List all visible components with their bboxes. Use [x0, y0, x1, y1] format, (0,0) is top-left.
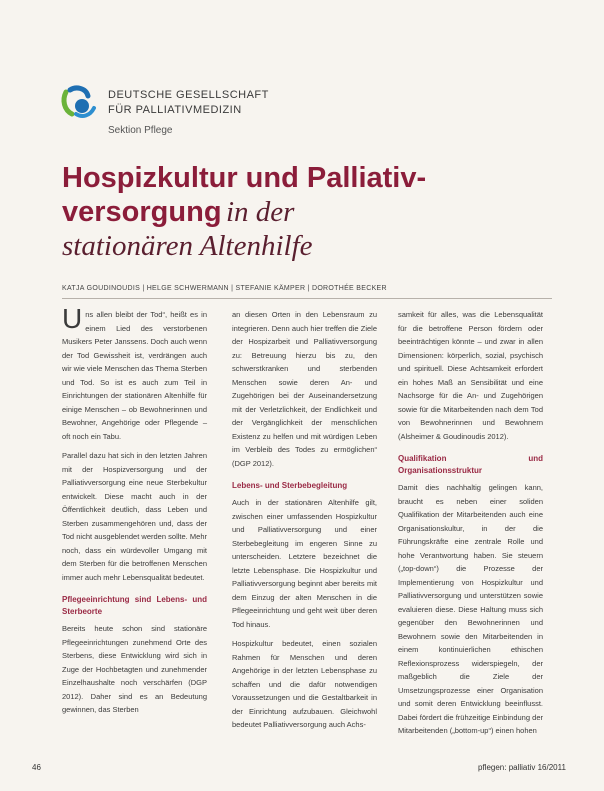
authors-line: KATJA GOUDINOUDIS | HELGE SCHWERMANN | STEFANIE KÄMPER | DOROTHÉE BECKER	[62, 285, 387, 292]
paragraph: Damit dies nachhaltig gelingen kann, braucht es neben einer soliden Qualifikation der Mitarbeitenden auch eine Organisationskultur, in der die Führungskräfte eine zentrale Rolle und hohe Verantwortung haben. Sie steuern („top-down“) die Prozesse der Implementierung von Hospizkultur und Palliativversorgung und unterstützen sowie evaluieren diese. Diese Haltung muss sich gegenüber den Bewohnerinnen und Bewohnern sowie den Mitarbeitenden in einem kontinuierlichen ethischen Reflexionsprozess widerspiegeln, der maßgeblich die Ziele der Umsetzungsprozesse einer Organisation und somit deren Entwicklung beeinflusst. Dabei fördert die frühzeitige Einbindung der Mitarbeitenden („bottom-up“) einen hohen	[398, 483, 543, 735]
page-number: 46	[32, 763, 41, 772]
text-column-3	[398, 308, 543, 744]
paragraph: Parallel dazu hat sich in den letzten Jahren mit der Hospizversorgung und der Palliativversorgung eine neue Sterbekultur entwickelt. Diese macht auch in der Öffentlichkeit deutlich, dass Leben und Sterben zusammengehören und, dass der Tod nicht ausgeblendet werden sollte. Mehr noch, dass ein würdevoller Umgang mit dem Sterben für die betroffenen Menschen immer auch mehr Lebensqualität bedeutet.	[62, 451, 207, 582]
title-line2	[62, 196, 294, 229]
title-line2-bold: versorgung	[62, 196, 222, 228]
title-line2-italic: in der	[225, 196, 295, 228]
paragraph	[62, 303, 207, 443]
journal-name: pflegen: palliativ 16/2011	[478, 763, 566, 772]
subheading: Pflegeeinrichtung sind Lebens- und Sterbeorte	[62, 595, 207, 616]
text-column-2	[232, 308, 377, 738]
paragraph: an diesen Orten in den Lebensraum zu integrieren. Denn auch hier treffen die Ziele der Hospizarbeit und Palliativversorgung zu: Betreuung hierzu bis zu, den schwerstkranken und sterbenden Menschen sowie deren An- und Zugehörigen bei der Auseinandersetzung mit der Verletzlichkeit, der Endlichkeit und der Vergänglichkeit der menschlichen Existenz zu helfen und mit würdigen Leben im Verbleib des Todes zu ermöglichen“ (DGP 2012).	[232, 310, 377, 468]
section-label: Sektion Pflege	[108, 125, 173, 136]
divider	[62, 298, 552, 299]
subheading: Qualifikation und Organisationsstruktur	[398, 454, 543, 475]
dgp-logo-icon	[60, 84, 98, 120]
paragraph: Hospizkultur bedeutet, einen sozialen Rahmen für Menschen und deren Angehörige in der letzten Lebensphase zu schaffen und die dafür notwendigen Voraussetzungen und die Gestaltbarkeit in der Einrichtung aufzubauen. Gleichwohl bedeutet Palliativversorgung auch Achs-	[232, 639, 377, 729]
drop-cap: U	[62, 303, 83, 334]
text-column-1	[62, 303, 207, 723]
org-name-line1: DEUTSCHE GESELLSCHAFT	[108, 89, 269, 101]
title-line1: Hospizkultur und Palliativ-	[62, 162, 427, 194]
paragraph: Bereits heute schon sind stationäre Pflegeeinrichtungen zunehmend Orte des Sterbens, diese Entwicklung wird sich in Zuge der Hochbetagten und zunehmender Einzelhaushalte noch verschärfen (DGP 2012). Daher sind es an Bedeutung gewinnen, das Sterben	[62, 624, 207, 714]
title-line3: stationären Altenhilfe	[62, 230, 313, 262]
org-name-line2: FÜR PALLIATIVMEDIZIN	[108, 104, 242, 116]
paragraph-text: ns allen bleibt der Tod“, heißt es in einem Lied des verstorbenen Musikers Peter Janssens. Doch auch wenn der Tod Gewissheit ist, verdrängen auch wir wie viele Menschen das Thema Sterben und Tod. So ist es auch zum Teil in Einrichtungen der stationären Altenhilfe für einige Menschen – ob Bewohnerinnen und Bewohner, Angehörige oder Pflegende – oft noch ein Tabu.	[62, 310, 207, 441]
subheading: Lebens- und Sterbebegleitung	[232, 481, 348, 490]
paragraph: Auch in der stationären Altenhilfe gilt, zwischen einer umfassenden Hospizkultur und Palliativversorgung und einer Sterbebegleitung im engeren Sinne zu unterscheiden. Letztere bezeichnet die letzte Lebensphase. Die Hospizkultur und Palliativversorgung beginnt aber bereits mit dem Einzug der alten Menschen in die Pflegeeinrichtung und geht weit über deren Tod hinaus.	[232, 498, 377, 629]
paragraph: samkeit für alles, was die Lebensqualität für die betroffene Person fördern oder beeinträchtigen könnte – und zwar in allen Dimensionen: körperlich, sozial, psychisch und spirituell. Diese Achtsamkeit erfordert ein hohes Maß an Sensibilität und eine Nachsorge für die An- und Zugehörigen sowie für die Mitarbeitenden nach dem Tod von Bewohnerinnen und Bewohnern (Alsheimer & Goudinoudis 2012).	[398, 310, 543, 441]
